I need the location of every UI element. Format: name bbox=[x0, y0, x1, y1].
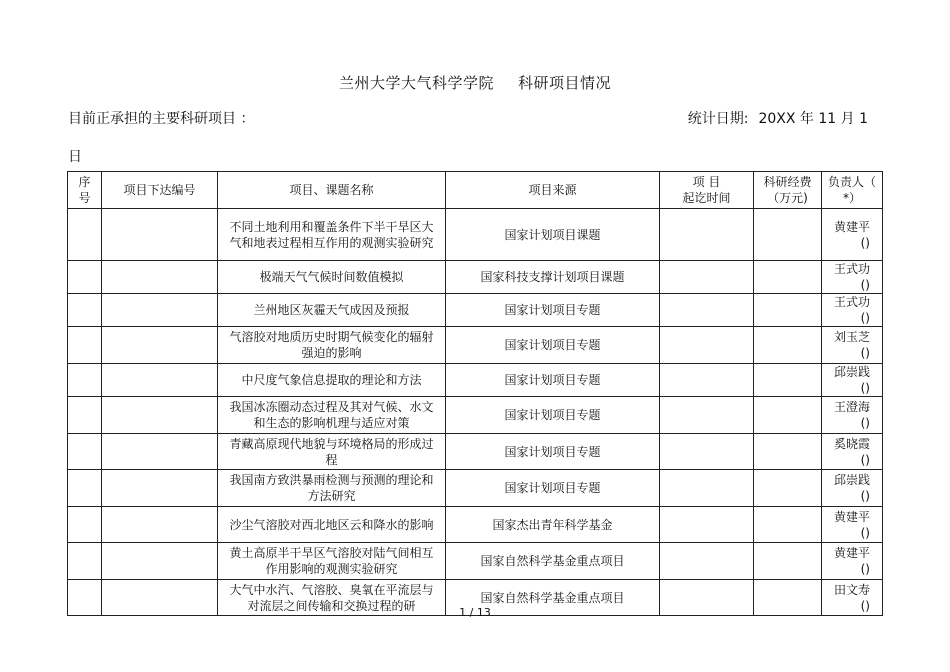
cell-name: 青藏高原现代地貌与环境格局的形成过程 bbox=[218, 434, 446, 470]
table-row bbox=[68, 294, 883, 327]
cell-time bbox=[660, 261, 754, 294]
header-code: 项目下达编号 bbox=[102, 172, 218, 209]
cell-time bbox=[660, 543, 754, 580]
cell-funds bbox=[754, 261, 822, 294]
title-institution: 兰州大学大气科学学院 bbox=[338, 74, 494, 92]
cell-source: 国家计划项目专题 bbox=[446, 397, 660, 434]
cell-source: 国家计划项目专题 bbox=[446, 364, 660, 397]
cell-lead: 王式功 () bbox=[822, 261, 883, 294]
cell-funds bbox=[754, 507, 822, 543]
stats-date-continuation: 日 bbox=[68, 149, 82, 165]
cell-code bbox=[102, 294, 218, 327]
cell-source: 国家计划项目专题 bbox=[446, 434, 660, 470]
cell-source: 国家计划项目专题 bbox=[446, 294, 660, 327]
cell-source: 国家科技支撑计划项目课题 bbox=[446, 261, 660, 294]
table-row bbox=[68, 209, 883, 261]
cell-seq bbox=[68, 294, 102, 327]
table-row bbox=[68, 397, 883, 434]
cell-funds bbox=[754, 364, 822, 397]
cell-code bbox=[102, 209, 218, 261]
cell-name: 气溶胶对地质历史时期气候变化的辐射强迫的影响 bbox=[218, 327, 446, 364]
cell-seq bbox=[68, 507, 102, 543]
cell-seq bbox=[68, 209, 102, 261]
cell-lead: 王澄海 () bbox=[822, 397, 883, 434]
cell-lead: 王式功 () bbox=[822, 294, 883, 327]
cell-seq bbox=[68, 470, 102, 507]
table-header-row bbox=[68, 172, 883, 209]
cell-source: 国家计划项目专题 bbox=[446, 470, 660, 507]
cell-source: 国家自然科学基金重点项目 bbox=[446, 543, 660, 580]
cell-source: 国家杰出青年科学基金 bbox=[446, 507, 660, 543]
cell-code bbox=[102, 434, 218, 470]
table-row bbox=[68, 327, 883, 364]
cell-funds bbox=[754, 434, 822, 470]
table-row bbox=[68, 470, 883, 507]
cell-code bbox=[102, 261, 218, 294]
table-row bbox=[68, 261, 883, 294]
table-row bbox=[68, 543, 883, 580]
cell-name: 黄土高原半干旱区气溶胶对陆气间相互作用影响的观测实验研究 bbox=[218, 543, 446, 580]
cell-name: 沙尘气溶胶对西北地区云和降水的影响 bbox=[218, 507, 446, 543]
cell-time bbox=[660, 364, 754, 397]
current-projects-label: 目前正承担的主要科研项目 ： bbox=[68, 111, 255, 127]
cell-seq bbox=[68, 327, 102, 364]
cell-code bbox=[102, 470, 218, 507]
page-title bbox=[0, 72, 950, 93]
cell-time bbox=[660, 507, 754, 543]
cell-lead: 黄建平 () bbox=[822, 543, 883, 580]
cell-code bbox=[102, 543, 218, 580]
cell-lead: 黄建平 () bbox=[822, 507, 883, 543]
stats-date bbox=[688, 108, 868, 128]
cell-funds bbox=[754, 327, 822, 364]
cell-source: 国家自然科学基金重点项目 bbox=[446, 580, 660, 616]
cell-name: 我国冰冻圈动态过程及其对气候、水文和生态的影响机理与适应对策 bbox=[218, 397, 446, 434]
cell-code bbox=[102, 327, 218, 364]
cell-funds bbox=[754, 397, 822, 434]
cell-source: 国家计划项目课题 bbox=[446, 209, 660, 261]
cell-name: 极端天气气候时间数值模拟 bbox=[218, 261, 446, 294]
cell-funds bbox=[754, 294, 822, 327]
cell-lead: 黄建平 () bbox=[822, 209, 883, 261]
header-seq: 序 号 bbox=[68, 172, 102, 209]
stats-date-label: 统计日期: bbox=[687, 111, 749, 127]
title-topic: 科研项目情况 bbox=[518, 74, 612, 92]
header-funds: 科研经费 （万元) bbox=[754, 172, 822, 209]
cell-code bbox=[102, 397, 218, 434]
cell-seq bbox=[68, 543, 102, 580]
cell-time bbox=[660, 397, 754, 434]
header-lead: 负责人（ *） bbox=[822, 172, 883, 209]
cell-name: 不同土地利用和覆盖条件下半干旱区大气和地表过程相互作用的观测实验研究 bbox=[218, 209, 446, 261]
table-row bbox=[68, 364, 883, 397]
cell-time bbox=[660, 209, 754, 261]
cell-seq bbox=[68, 364, 102, 397]
cell-code bbox=[102, 507, 218, 543]
cell-name: 我国南方致洪暴雨检测与预测的理论和方法研究 bbox=[218, 470, 446, 507]
header-name: 项目、课题名称 bbox=[218, 172, 446, 209]
cell-lead: 邱崇践 () bbox=[822, 364, 883, 397]
cell-funds bbox=[754, 209, 822, 261]
cell-funds bbox=[754, 470, 822, 507]
header-time: 项 目 起讫时间 bbox=[660, 172, 754, 209]
table-row bbox=[68, 507, 883, 543]
cell-seq bbox=[68, 434, 102, 470]
cell-time bbox=[660, 470, 754, 507]
cell-lead: 邱崇践 () bbox=[822, 470, 883, 507]
cell-code bbox=[102, 364, 218, 397]
header-source: 项目来源 bbox=[446, 172, 660, 209]
cell-name: 大气中水汽、气溶胶、臭氧在平流层与对流层之间传输和交换过程的研 bbox=[218, 580, 446, 616]
cell-source: 国家计划项目专题 bbox=[446, 327, 660, 364]
cell-time bbox=[660, 327, 754, 364]
cell-lead: 刘玉芝 () bbox=[822, 327, 883, 364]
cell-time bbox=[660, 434, 754, 470]
stats-date-value: 20XX 年 11 月 1 bbox=[758, 111, 868, 127]
cell-seq bbox=[68, 397, 102, 434]
page-number: 1 / 13 bbox=[459, 606, 491, 619]
cell-name: 中尺度气象信息提取的理论和方法 bbox=[218, 364, 446, 397]
table-row bbox=[68, 434, 883, 470]
cell-lead: 奚晓霞 () bbox=[822, 434, 883, 470]
cell-lead: 田文寿 () bbox=[822, 580, 883, 616]
cell-seq bbox=[68, 261, 102, 294]
cell-time bbox=[660, 294, 754, 327]
cell-name: 兰州地区灰霾天气成因及预报 bbox=[218, 294, 446, 327]
cell-funds bbox=[754, 543, 822, 580]
projects-table bbox=[67, 171, 883, 616]
